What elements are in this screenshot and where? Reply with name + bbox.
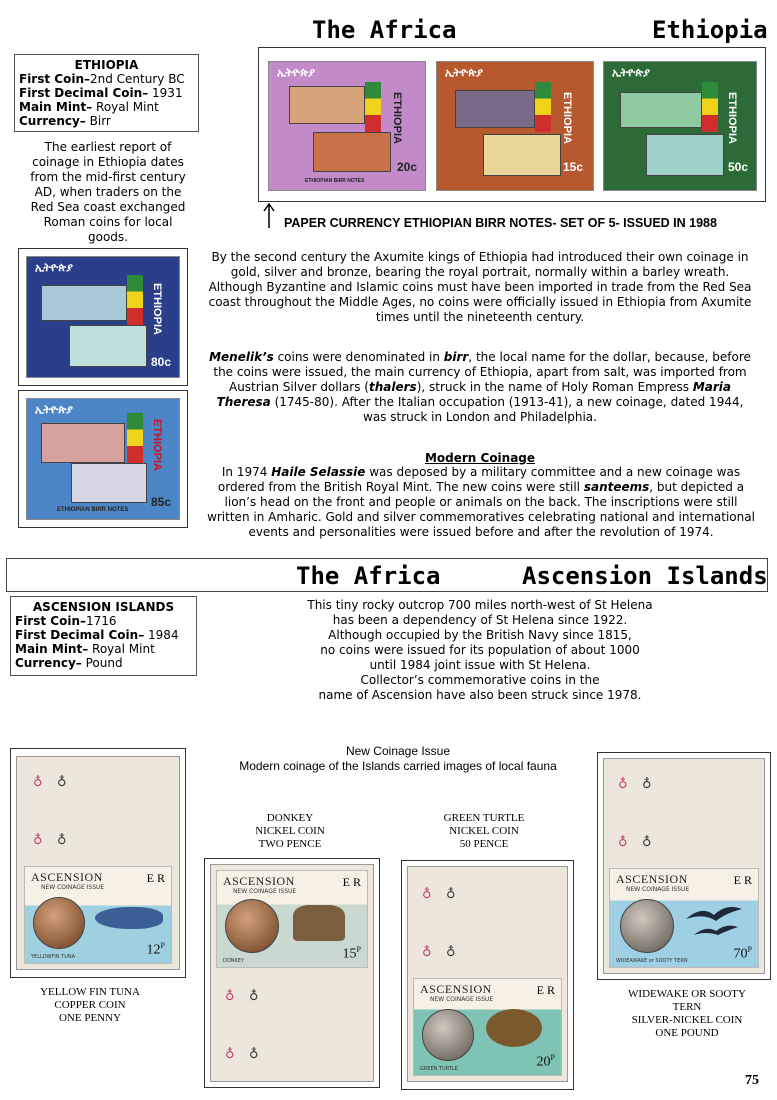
stamp-symbol-icon: ♁ bbox=[446, 945, 456, 960]
ascension-intro-text: This tiny rocky outcrop 700 miles north-west of St Helena has been a dependency of St Helena since 1922. Although occupied by the British Navy since 1815, no coins were issued for its population of about 1000 until 1984 joint issue with St Helena. Collector’s commemorative coins in the name of Ascension have also been struck since 1978. bbox=[307, 598, 653, 702]
ethiopia-info-box bbox=[14, 54, 199, 132]
stamp-country-text: ETHIOPIA bbox=[151, 283, 163, 335]
up-arrow-icon bbox=[263, 202, 275, 228]
banknote bbox=[41, 423, 125, 463]
coin-image bbox=[422, 1009, 474, 1061]
donkey-caption: DONKEY NICKEL COIN TWO PENCE bbox=[255, 812, 325, 850]
stamp-amharic-text: ኢትዮጵያ bbox=[445, 67, 483, 79]
stamp-symbol-icon: ♁ bbox=[249, 989, 259, 1004]
stamp-value: 85c bbox=[151, 495, 172, 509]
banknote bbox=[646, 134, 724, 176]
donkey-icon bbox=[293, 905, 345, 941]
stamp-symbol-icon: ♁ bbox=[422, 945, 432, 960]
ethiopia-stamp-4 bbox=[26, 256, 180, 378]
tuna-caption: YELLOW FIN TUNA COPPER COIN ONE PENNY bbox=[40, 986, 140, 1024]
banknote bbox=[71, 463, 147, 503]
stamp-symbol-icon: ♁ bbox=[642, 835, 652, 850]
coin-image bbox=[620, 899, 674, 953]
stamp-symbol-icon: ♁ bbox=[422, 887, 432, 902]
info-main-mint: Main Mint– Royal Mint bbox=[15, 642, 155, 656]
stamp-caption-text: ETHIOPIAN BIRR NOTES bbox=[305, 178, 365, 184]
stamp-country-text: ETHIOPIA bbox=[726, 92, 738, 144]
turtle-icon bbox=[486, 1009, 542, 1047]
ethiopia-stamp-caption: PAPER CURRENCY ETHIOPIAN BIRR NOTES- SET OF 5- ISSUED IN 1988 bbox=[284, 216, 717, 230]
ethiopia-stamp-1 bbox=[268, 61, 426, 191]
info-currency: Currency– Birr bbox=[19, 114, 111, 128]
stamp-country-text: ETHIOPIA bbox=[151, 419, 163, 471]
ethiopia-section-title: The Africa bbox=[312, 16, 457, 44]
stamp-symbol-icon: ♁ bbox=[642, 777, 652, 792]
flag bbox=[127, 275, 143, 325]
tern-stamp: ASCENSION NEW COINAGE ISSUE E R $70^P$ WIDEAWAKE or SOOTY TERN bbox=[609, 868, 759, 968]
stamp-caption-text: ETHIOPIAN BIRR NOTES bbox=[57, 507, 129, 513]
ascension-country-heading: Ascension Islands bbox=[522, 562, 768, 590]
tern-caption: WIDEWAKE OR SOOTY TERN SILVER-NICKEL COIN ONE POUND bbox=[628, 988, 746, 1039]
modern-coinage-heading: Modern Coinage bbox=[424, 451, 536, 465]
stamp-value: 20c bbox=[397, 160, 418, 174]
ethiopia-paragraph-3: In 1974 Haile Selassie was deposed by a military committee and a new coinage was ordered from the British Royal Mint. The new coins were still santeems, but depicted a lion’s head on the front and people or animals on the back. The inscriptions were still written in Amharic. Gold and silver commemoratives celebrating national and international events and personalities were issued before and after the revolution of 1974. bbox=[207, 465, 755, 539]
stamp-amharic-text: ኢትዮጵያ bbox=[612, 67, 650, 79]
info-title: ASCENSION ISLANDS bbox=[32, 600, 175, 614]
ethiopia-paragraph-2: Menelik’s coins were denominated in birr, the local name for the dollar, because, before the coins were issued, the main currency of Ethiopia, apart from salt, was imported from Austrian Silver dollars (thalers), struck in the name of Holy Roman Empress Maria Theresa (1745-80). After the Italian occupation (1913-41), a new coinage, dated 1944, was struck in London and Philadelphia. bbox=[209, 350, 751, 424]
banknote bbox=[69, 325, 147, 367]
ascension-section-title: The Africa bbox=[296, 562, 441, 590]
ethiopia-stamp-3 bbox=[603, 61, 757, 191]
stamp-symbol-icon: ♁ bbox=[618, 777, 628, 792]
turtle-stamp: ASCENSION NEW COINAGE ISSUE E R $20^P$ GREEN TURTLE bbox=[413, 978, 562, 1076]
stamp-symbol-icon: ♁ bbox=[33, 833, 43, 848]
new-coinage-subtitle: Modern coinage of the Islands carried images of local fauna bbox=[239, 759, 557, 773]
stamp-value: 80c bbox=[151, 355, 172, 369]
stamp-value: 15c bbox=[563, 160, 584, 174]
ethiopia-stamp-2 bbox=[436, 61, 594, 191]
stamp-amharic-text: ኢትዮጵያ bbox=[35, 262, 73, 274]
banknote bbox=[455, 90, 535, 128]
tuna-stamp: ASCENSION NEW COINAGE ISSUE E R $12^P$ YELLOWFIN TUNA bbox=[24, 866, 172, 964]
info-title: ETHIOPIA bbox=[74, 58, 139, 72]
royal-cypher-icon: E R bbox=[536, 983, 555, 997]
flag bbox=[535, 82, 551, 132]
stamp-symbol-icon: ♁ bbox=[225, 989, 235, 1004]
royal-cypher-icon: E R bbox=[733, 873, 752, 887]
flag bbox=[702, 82, 718, 132]
stamp-symbol-icon: ♁ bbox=[57, 833, 67, 848]
info-first-coin: First Coin–2nd Century BC bbox=[19, 72, 185, 86]
stamp-symbol-icon: ♁ bbox=[249, 1047, 259, 1062]
tern-bird-icon bbox=[684, 899, 744, 939]
banknote bbox=[41, 285, 127, 321]
ethiopia-stamp-5 bbox=[26, 398, 180, 520]
info-first-coin: First Coin–1716 bbox=[15, 614, 117, 628]
flag bbox=[127, 413, 143, 463]
info-first-decimal: First Decimal Coin– 1931 bbox=[19, 86, 183, 100]
stamp-symbol-icon: ♁ bbox=[33, 775, 43, 790]
stamp-country-text: ETHIOPIA bbox=[391, 92, 403, 144]
stamp-amharic-text: ኢትዮጵያ bbox=[277, 67, 315, 79]
ethiopia-country-heading: Ethiopia bbox=[652, 16, 768, 44]
stamp-amharic-text: ኢትዮጵያ bbox=[35, 404, 73, 416]
banknote bbox=[483, 134, 561, 176]
info-main-mint: Main Mint– Royal Mint bbox=[19, 100, 159, 114]
stamp-country-text: ETHIOPIA bbox=[561, 92, 573, 144]
royal-cypher-icon: E R bbox=[342, 875, 361, 889]
turtle-caption: GREEN TURTLE NICKEL COIN 50 PENCE bbox=[443, 812, 525, 850]
banknote bbox=[313, 132, 391, 172]
royal-cypher-icon: E R bbox=[146, 871, 165, 885]
tuna-fish-icon bbox=[95, 907, 163, 929]
stamp-symbol-icon: ♁ bbox=[57, 775, 67, 790]
stamp-symbol-icon: ♁ bbox=[618, 835, 628, 850]
info-currency: Currency– Pound bbox=[15, 656, 123, 670]
stamp-symbol-icon: ♁ bbox=[225, 1047, 235, 1062]
ethiopia-paragraph-1: By the second century the Axumite kings of Ethiopia had introduced their own coinage in gold, silver and bronze, bearing the royal portrait, normally within a barley wreath. Although Byzantine and Islamic coins must have been imported in trade from the Red Sea coast throughout the Middle Ages, no coins were officially issued in Ethiopia from Axumite times until the nineteenth century. bbox=[208, 250, 752, 324]
coin-image bbox=[225, 899, 279, 953]
flag bbox=[365, 82, 381, 132]
info-first-decimal: First Decimal Coin– 1984 bbox=[15, 628, 179, 642]
coin-image bbox=[33, 897, 85, 949]
stamp-value: 50c bbox=[728, 160, 749, 174]
stamp-symbol-icon: ♁ bbox=[446, 887, 456, 902]
banknote bbox=[620, 92, 702, 128]
ascension-info-box bbox=[10, 596, 197, 676]
ethiopia-intro-text: The earliest report of coinage in Ethiopia dates from the mid-first century AD, when traders on the Red Sea coast exchanged Roman coins for local goods. bbox=[30, 140, 186, 244]
banknote bbox=[289, 86, 365, 124]
donkey-stamp: ASCENSION NEW COINAGE ISSUE E R $15^P$ DONKEY bbox=[216, 870, 368, 968]
new-coinage-title: New Coinage Issue bbox=[345, 744, 451, 758]
page-number: 75 bbox=[745, 1073, 759, 1088]
